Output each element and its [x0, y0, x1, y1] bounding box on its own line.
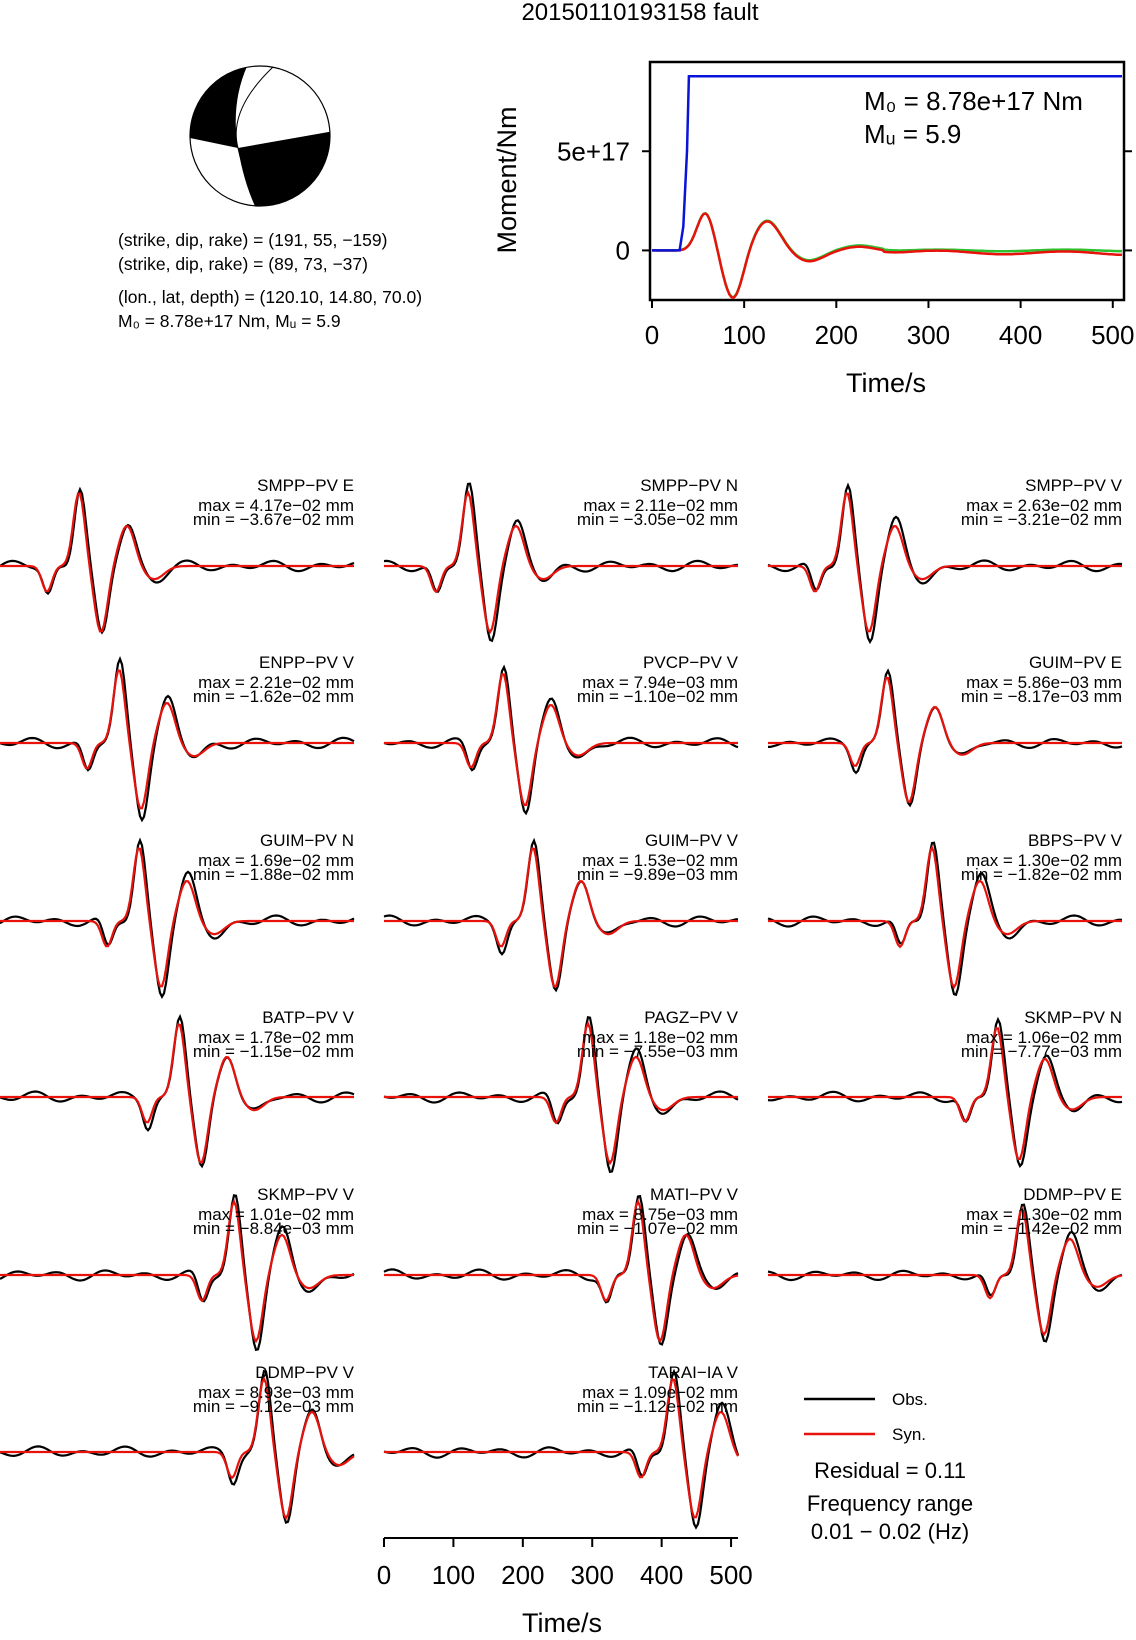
station-min: min = −1.07e−02 mm: [576, 1219, 738, 1238]
bottom-tick-label: 300: [570, 1560, 614, 1590]
station-max: max = 7.94e−03 mm: [582, 673, 738, 692]
station-name: BBPS−PV V: [1027, 831, 1122, 850]
waveform-panel: [0, 476, 354, 633]
station-name: SKMP−PV N: [1024, 1008, 1122, 1027]
legend: [804, 1390, 973, 1544]
waveform-panel: [0, 1008, 355, 1166]
moment-xtick-label: 0: [644, 320, 660, 350]
station-name: PVCP−PV V: [643, 653, 738, 672]
station-max: max = 5.86e−03 mm: [966, 673, 1122, 692]
waveform-panel: [384, 1008, 739, 1172]
station-max: max = 1.18e−02 mm: [582, 1028, 738, 1047]
figure-title: 20150110193158 fault: [521, 0, 759, 26]
station-min: min = −1.10e−02 mm: [576, 687, 738, 706]
station-min: min = −1.82e−02 mm: [960, 865, 1122, 884]
station-min: min = −9.12e−03 mm: [192, 1397, 354, 1416]
moment-xtick-label: 300: [906, 320, 951, 350]
mw-annotation: Mᵤ = 5.9: [864, 119, 962, 149]
legend-syn-label: Syn.: [892, 1425, 927, 1444]
station-max: max = 4.17e−02 mm: [198, 496, 354, 515]
station-name: PAGZ−PV V: [644, 1008, 738, 1027]
station-max: max = 1.69e−02 mm: [198, 851, 354, 870]
waveform-panels: [0, 476, 1123, 1528]
moment-ytick-label: 5e+17: [556, 136, 630, 167]
station-max: max = 2.63e−02 mm: [966, 496, 1122, 515]
moment-xtick-label: 100: [722, 320, 766, 350]
moment-rate-chart: [492, 62, 1134, 398]
station-max: max = 1.01e−02 mm: [198, 1205, 354, 1224]
moment-xtick-label: 400: [998, 320, 1043, 350]
station-name: SMPP−PV N: [640, 476, 738, 495]
station-max: max = 2.11e−02 mm: [583, 496, 738, 515]
station-name: SKMP−PV V: [257, 1185, 354, 1204]
station-name: TARAI−IA V: [648, 1363, 738, 1382]
bottom-tick-label: 500: [709, 1560, 753, 1590]
station-min: min = −1.62e−02 mm: [192, 687, 354, 706]
station-min: min = −1.12e−02 mm: [576, 1397, 738, 1416]
stf-green-line: [652, 213, 1122, 297]
station-name: ENPP−PV V: [259, 653, 354, 672]
station-max: max = 8.75e−03 mm: [582, 1205, 738, 1224]
waveform-panel: [384, 653, 739, 813]
bottom-tick-label: 0: [376, 1560, 392, 1590]
station-name: SMPP−PV V: [1025, 476, 1122, 495]
moment-xlabel: Time/s: [846, 368, 926, 398]
station-name: MATI−PV V: [649, 1185, 738, 1204]
station-name: DDMP−PV V: [255, 1363, 354, 1382]
station-min: min = −1.88e−02 mm: [192, 865, 354, 884]
frequency-range-value: 0.01 − 0.02 (Hz): [810, 1519, 970, 1544]
station-min: min = −7.77e−03 mm: [960, 1042, 1122, 1061]
station-min: min = −8.84e−03 mm: [192, 1219, 354, 1238]
waveform-panel: [0, 1185, 355, 1350]
frequency-range-title: Frequency range: [806, 1491, 974, 1516]
waveform-panel: [768, 831, 1123, 995]
waveform-panel: [0, 1363, 355, 1523]
mechanism-line-4: M₀ = 8.78e+17 Nm, Mᵤ = 5.9: [118, 311, 341, 331]
station-min: min = −3.21e−02 mm: [960, 510, 1122, 529]
waveform-panel: [768, 653, 1122, 805]
waveform-panel: [768, 476, 1123, 642]
waveform-panel: [384, 831, 739, 990]
station-max: max = 1.30e−02 mm: [966, 1205, 1122, 1224]
mechanism-line-1: (strike, dip, rake) = (191, 55, −159): [118, 230, 388, 250]
station-min: min = −8.17e−03 mm: [960, 687, 1122, 706]
bottom-tick-label: 100: [431, 1560, 476, 1590]
station-max: max = 1.30e−02 mm: [966, 851, 1122, 870]
station-name: DDMP−PV E: [1023, 1185, 1122, 1204]
waveform-panel: [384, 1363, 739, 1528]
moment-ylabel: Moment/Nm: [492, 106, 522, 254]
station-max: max = 8.93e−03 mm: [198, 1383, 354, 1402]
bottom-time-axis: [377, 1538, 753, 1635]
bottom-tick-label: 400: [639, 1560, 684, 1590]
bottom-tick-label: 200: [501, 1560, 545, 1590]
legend-obs-label: Obs.: [892, 1390, 928, 1409]
station-name: SMPP−PV E: [257, 476, 354, 495]
waveform-panel: [384, 1185, 739, 1344]
station-name: GUIM−PV E: [1028, 653, 1122, 672]
bottom-xlabel: Time/s: [522, 1608, 602, 1635]
station-max: max = 1.78e−02 mm: [198, 1028, 354, 1047]
moment-xtick-label: 500: [1091, 320, 1135, 350]
station-min: min = −7.55e−03 mm: [576, 1042, 738, 1061]
moment-ytick-label: 0: [615, 235, 630, 266]
waveform-panel: [768, 1008, 1122, 1166]
stf-red-line: [652, 214, 1122, 298]
station-min: min = −1.15e−02 mm: [192, 1042, 354, 1061]
residual-text: Residual = 0.11: [814, 1458, 966, 1483]
station-min: min = −3.05e−02 mm: [576, 510, 738, 529]
beachball-icon: [190, 60, 340, 220]
mechanism-line-3: (lon., lat, depth) = (120.10, 14.80, 70.0): [118, 287, 423, 307]
station-max: max = 2.21e−02 mm: [198, 673, 354, 692]
station-name: GUIM−PV V: [644, 831, 738, 850]
station-min: min = −3.67e−02 mm: [192, 510, 354, 529]
station-min: min = −1.42e−02 mm: [960, 1219, 1122, 1238]
station-name: GUIM−PV N: [260, 831, 354, 850]
waveform-panel: [0, 653, 355, 820]
waveform-panel: [384, 476, 738, 641]
station-max: max = 1.53e−02 mm: [582, 851, 738, 870]
moment-xtick-label: 200: [814, 320, 859, 350]
mechanism-line-2: (strike, dip, rake) = (89, 73, −37): [118, 254, 368, 274]
waveform-panel: [0, 831, 354, 997]
station-min: min = −9.89e−03 mm: [576, 865, 738, 884]
station-name: BATP−PV V: [262, 1008, 354, 1027]
station-max: max = 1.06e−02 mm: [966, 1028, 1122, 1047]
station-max: max = 1.09e−02 mm: [582, 1383, 738, 1402]
m0-annotation: M₀ = 8.78e+17 Nm: [864, 86, 1083, 116]
waveform-panel: [768, 1185, 1122, 1341]
